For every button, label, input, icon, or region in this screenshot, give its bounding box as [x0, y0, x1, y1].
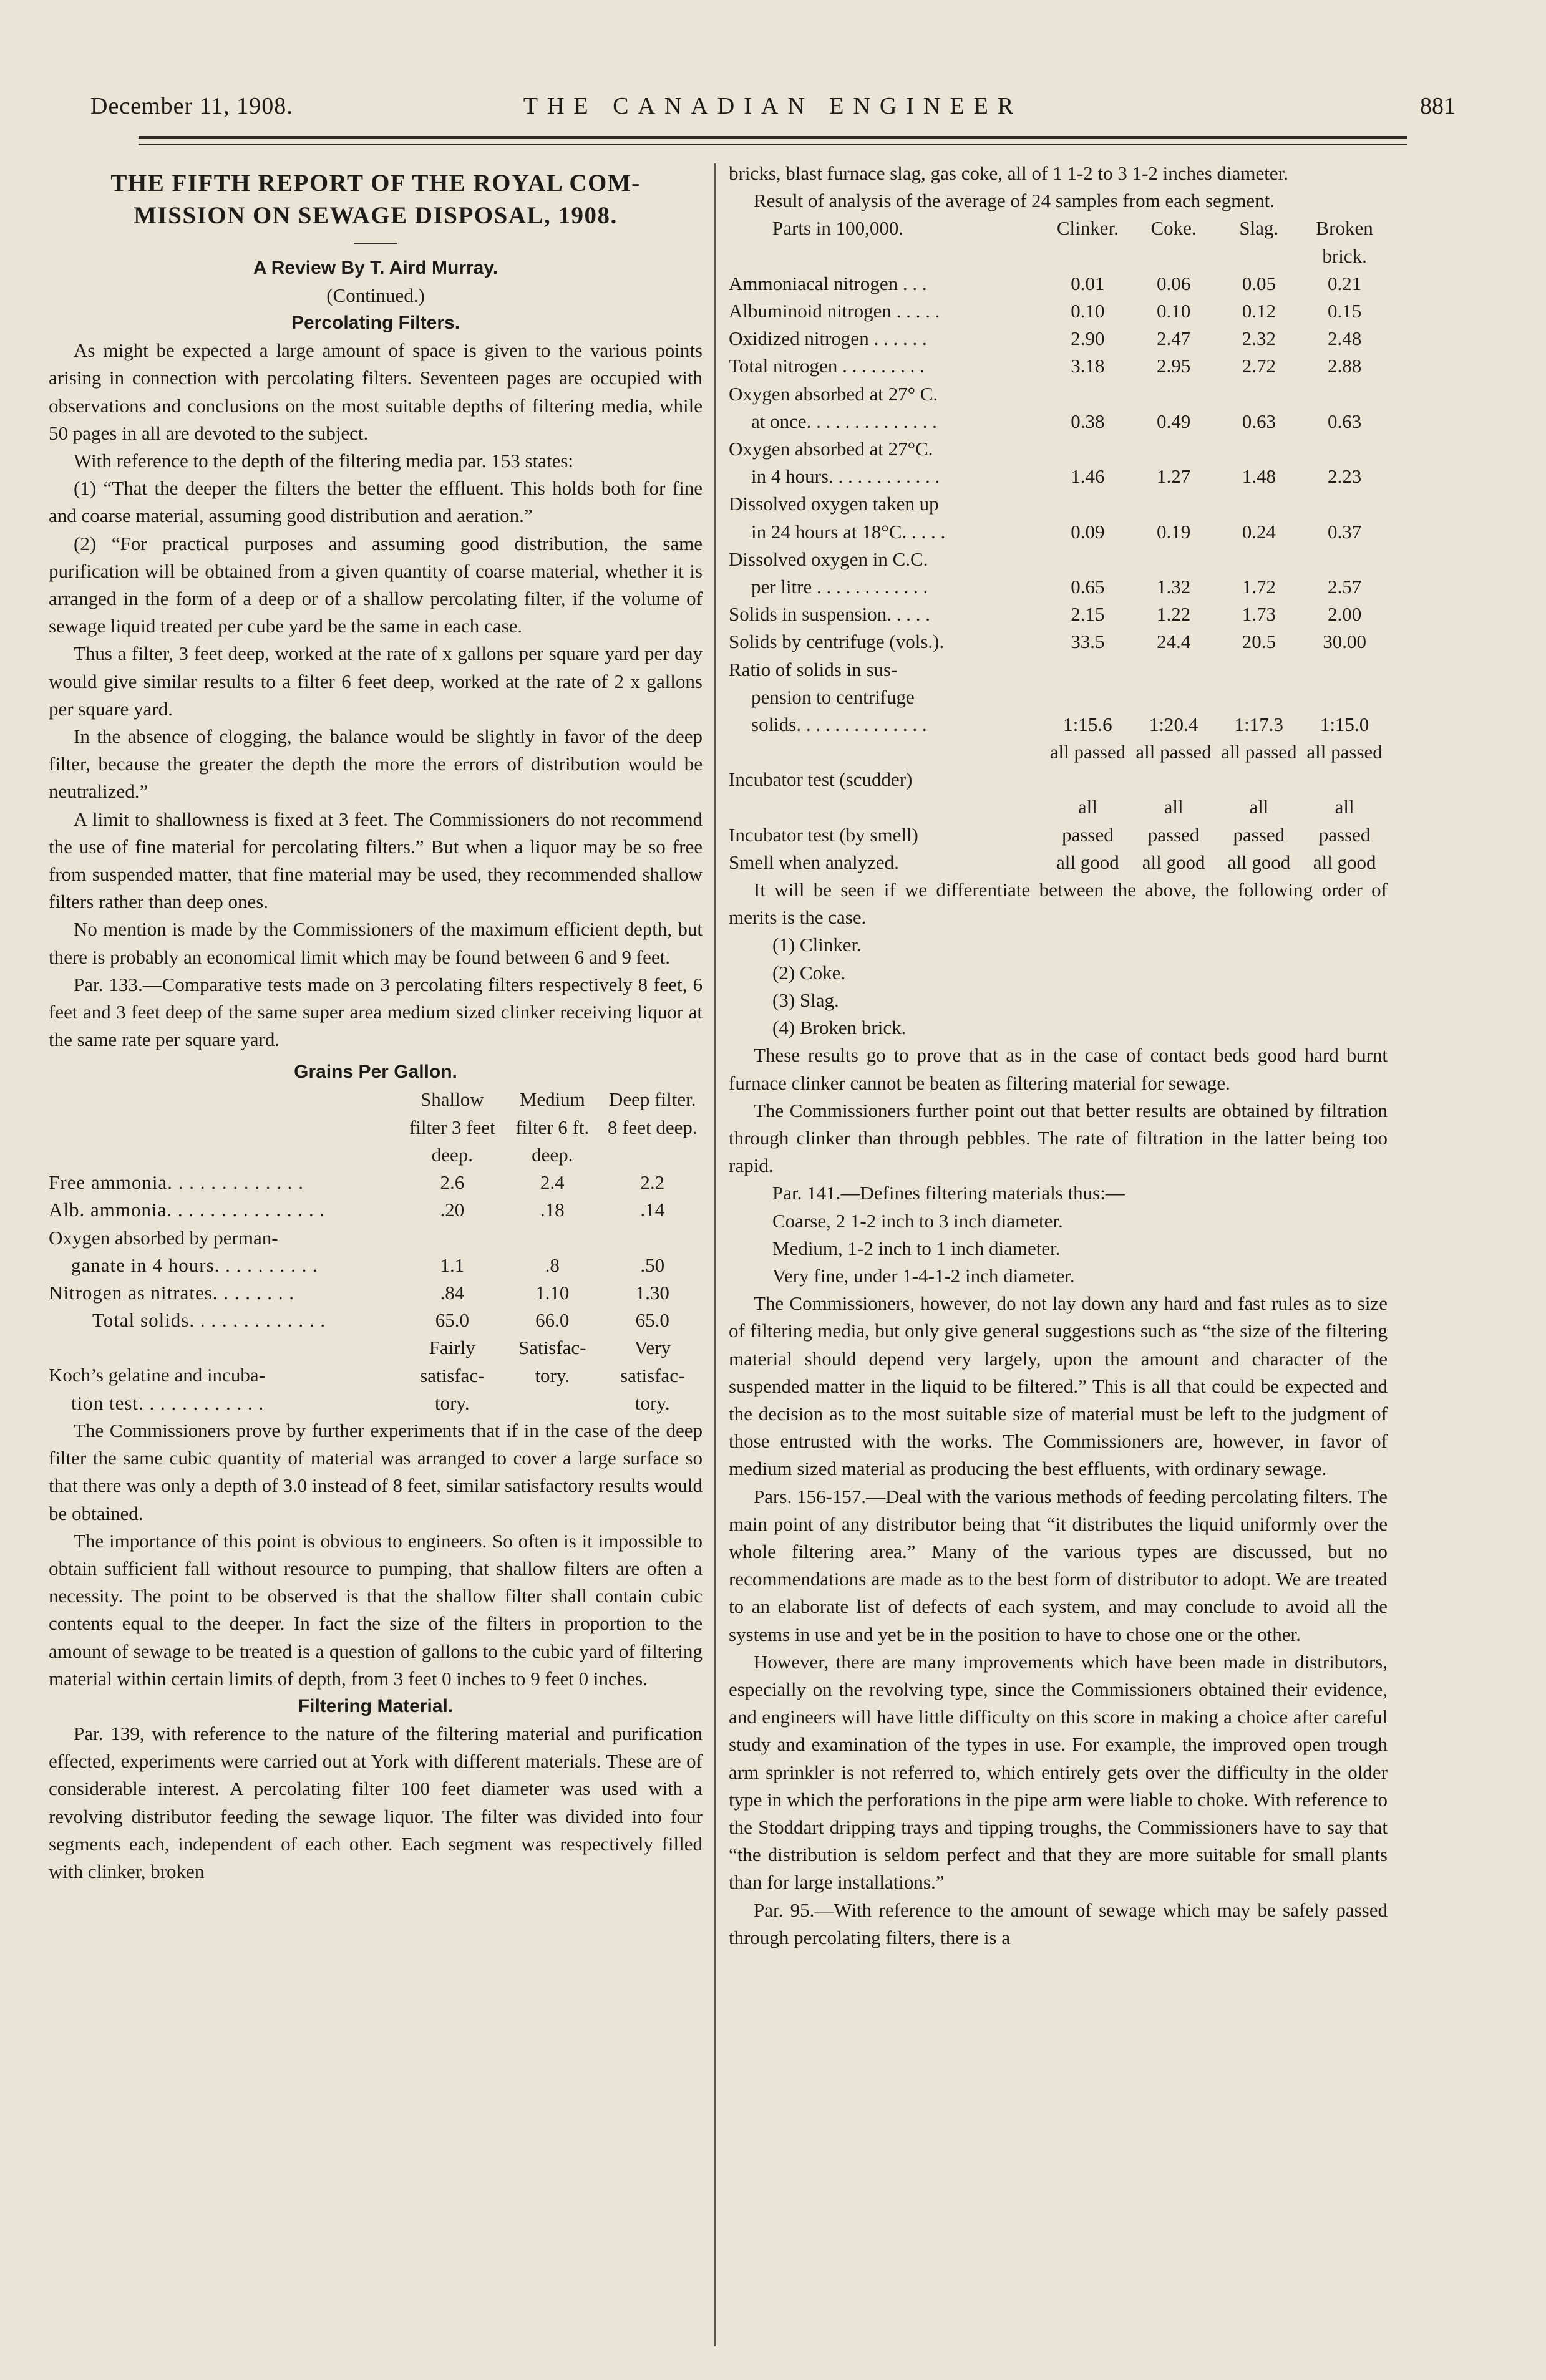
paragraph: These results go to prove that as in the case of contact beds good hard burnt furnace clinker cannot be beaten as filtering material for sewage. [729, 1044, 1388, 1094]
table-cell: all good [1056, 851, 1119, 873]
paragraph: The Commissioners prove by further experiments that if in the case of the deep filter the same cubic quantity of material was arranged to cover a large surface so that there was only a depth of 3.0 instead of 8 feet, similar satisfactory results would be obtained. [49, 1419, 703, 1524]
table-row [729, 849, 1388, 876]
table-cell: 2.32 [1242, 327, 1276, 350]
row-label: solids. . . . . . . . . . . . . . [751, 714, 927, 736]
table-cell: 0.65 [1071, 576, 1105, 598]
table-cell: 20.5 [1242, 631, 1276, 653]
row-label: Free ammonia. . . . . . . . . . . . . [49, 1171, 304, 1194]
running-head [90, 92, 1456, 130]
table-row [729, 408, 1388, 435]
table-cell: all good [1227, 851, 1291, 873]
table-row [729, 628, 1388, 655]
paragraph: Thus a filter, 3 feet deep, worked at the rate of x gallons per square yard per day would give similar results to a filter 6 feet deep, worked at the rate of 2 x gallons per square yard. [49, 642, 703, 720]
table-cell: 0.21 [1327, 272, 1362, 294]
column-header: Slag. [1239, 217, 1279, 239]
table-cell: all [1077, 796, 1097, 818]
paragraph: (2) “For practical purposes and assuming good distribution, the same purification will be obtained from a given quantity of coarse material, whether it is arranged in the form of a deep or of a shallow percolating filter, if the volume of sewage liquid treated per cube yard be the same in each case. [49, 532, 703, 637]
table-cell: 1.46 [1071, 465, 1105, 488]
table-cell: 2.72 [1242, 355, 1276, 377]
section-heading: Grains Per Gallon. [294, 1062, 457, 1083]
table-cell: 1.48 [1242, 465, 1276, 488]
column-header: Coke. [1150, 217, 1197, 239]
paragraph: (1) “That the deeper the filters the better the effluent. This holds both for fine and coarse material, assuming good distribution and aeration.” [49, 477, 703, 527]
table-cell: all passed [1135, 741, 1212, 763]
analysis-table [729, 215, 1388, 876]
paragraph: As might be expected a large amount of space is given to the various points arising in connection with percolating filters. Seventeen pages are occupied with observations and conclusions on the most suitable depths of filtering media, while 50 pages in all are devoted to the subject. [49, 339, 703, 444]
table-row [49, 1252, 703, 1279]
list-item: (1) Clinker. [772, 934, 862, 956]
table-cell: passed [1318, 823, 1371, 846]
paragraph: A limit to shallowness is fixed at 3 feet. The Commissioners do not recommend the use of fine material for percolating filters.” But when a liquor may be so free from suspended matter, that fine material may be used, they recommended shallow filters rather than deep ones. [49, 808, 703, 913]
table-row [729, 821, 1388, 849]
table-cell: 2.00 [1327, 603, 1362, 626]
table-cell: 2.95 [1156, 355, 1191, 377]
table-row [729, 435, 1388, 463]
continued-note: (Continued.) [326, 284, 425, 306]
paragraph: The Commissioners, however, do not lay down any hard and fast rules as to size of filtering media, but only give general suggestions such as “the size of the filtering material should depend very largely, upon the amount and character of the suspended matter in the liquid to be filtered.” This is all that could be expected and the decision as to the most suitable size of material must be left to the judgment of those entrusted with the works. The Commissioners are, however, in favor of medium sized material as producing the best effluents, with ordinary sewage. [729, 1292, 1388, 1480]
column-divider [714, 163, 716, 2346]
paragraph: However, there are many improvements which have been made in distributors, especially on the revolving type, since the Commissioners obtained their evidence, and engineers will have little difficulty on this score in making a choice after careful study and examination of the types in use. For example, the improved open trough arm sprinkler is not referred to, which entirely gets over the difficulty in the older type in which the perforations in the pipe arm were liable to choke. With reference to the Stoddart dripping trays and tipping troughs, the Commissioners have to say that “the distribution is seldom perfect and that they are more suitable for small plants than for large installations.” [729, 1650, 1388, 1894]
row-label: Solids by centrifuge (vols.). [729, 631, 945, 653]
table-cell: 1:20.4 [1149, 714, 1198, 736]
table-cell: 2.4 [540, 1171, 565, 1194]
table-cell: all passed [1221, 741, 1297, 763]
table-row [729, 298, 1388, 325]
list-item: Medium, 1-2 inch to 1 inch diameter. [772, 1237, 1061, 1259]
table-cell: all [1249, 796, 1269, 818]
table-row [729, 793, 1388, 821]
table-cell: passed [1147, 823, 1200, 846]
table-cell: 1.73 [1242, 603, 1276, 626]
table-cell: 0.49 [1156, 410, 1191, 432]
table-row [729, 684, 1388, 711]
journal-title: THE CANADIAN ENGINEER [523, 93, 1023, 119]
table-cell: 0.63 [1327, 410, 1362, 432]
list-item: (4) Broken brick. [772, 1017, 907, 1039]
table-row [729, 711, 1388, 738]
table-row [729, 546, 1388, 573]
table-row [729, 380, 1388, 408]
table-row [729, 601, 1388, 628]
paragraph: With reference to the depth of the filtering media par. 153 states: [74, 450, 574, 472]
right-column [729, 160, 1388, 1952]
title-rule [354, 243, 397, 244]
table-cell: 0.10 [1156, 300, 1191, 322]
column-header: Parts in 100,000. [772, 217, 904, 239]
table-row [49, 1334, 703, 1417]
table-cell: 0.01 [1071, 272, 1105, 294]
table-cell: 0.19 [1156, 520, 1191, 543]
paragraph: Par. 139, with reference to the nature of the filtering material and purification effected, experiments were carried out at York with different materials. These are of considerable interest. A percolating filter 100 feet diameter was used with a revolving distributor feeding the sewage liquor. The filter was divided into four segments each, independent of each other. Each segment was respectively filled with clinker, broken [49, 1722, 703, 1882]
table-cell: 3.18 [1071, 355, 1105, 377]
table-row [729, 573, 1388, 601]
table-cell: 2.47 [1156, 327, 1191, 350]
row-label [49, 1334, 402, 1417]
table-cell: 0.05 [1242, 272, 1276, 294]
header-rule-thin [139, 144, 1407, 145]
table-cell: 1.22 [1156, 603, 1191, 626]
table-cell: 0.37 [1327, 520, 1362, 543]
table-row [49, 1169, 703, 1196]
paragraph: It will be seen if we differentiate between the above, the following order of merits is the case. [729, 879, 1388, 929]
table-cell: 2.6 [440, 1171, 465, 1194]
section-heading: Filtering Material. [298, 1695, 454, 1716]
grains-table [49, 1086, 703, 1416]
row-label: in 4 hours. . . . . . . . . . . . [751, 465, 940, 488]
table-cell: 2.48 [1327, 327, 1362, 350]
table-cell: all good [1313, 851, 1376, 873]
row-label: Total nitrogen . . . . . . . . . [729, 355, 925, 377]
table-cell: 1.32 [1156, 576, 1191, 598]
row-label: ganate in 4 hours. . . . . . . . . . [71, 1254, 318, 1276]
row-label: Albuminoid nitrogen . . . . . [729, 300, 940, 322]
table-cell: 0.38 [1071, 410, 1105, 432]
paragraph: The importance of this point is obvious to engineers. So often is it impossible to obtain sufficient fall without resource to pumping, that shallow filters are often a necessity. The point to be observed is that the shallow filter shall contain cubic contents equal to the deeper. In fact the size of the filters in proportion to the amount of sewage to be treated is a question of gallons to the cubic yard of filtering material within certain limits of depth, from 3 feet 0 inches to 9 feet 0 inches. [49, 1529, 703, 1690]
table-cell: 0.12 [1242, 300, 1276, 322]
table-cell: 0.24 [1242, 520, 1276, 543]
row-label: Oxygen absorbed at 27° C. [729, 382, 938, 405]
article-title [49, 167, 703, 232]
table-cell: 65.0 [635, 1309, 669, 1332]
row-label: Oxygen absorbed by perman- [49, 1226, 278, 1249]
page-number: 881 [1420, 93, 1456, 119]
header-rule [139, 136, 1407, 139]
table-row [49, 1196, 703, 1224]
column-header: Clinker. [1056, 217, 1119, 239]
table-cell: 1.30 [635, 1281, 669, 1304]
article-title-line: MISSION ON SEWAGE DISPOSAL, 1908. [134, 202, 618, 229]
issue-date: December 11, 1908. [90, 93, 293, 119]
table-cell: passed [1062, 823, 1114, 846]
paragraph: Par. 141.—Defines filtering materials thus:— [772, 1182, 1125, 1204]
paragraph: Result of analysis of the average of 24 samples from each segment. [754, 190, 1275, 212]
table-row [729, 738, 1388, 793]
row-label [729, 738, 1044, 793]
row-label: Oxygen absorbed at 27°C. [729, 438, 933, 460]
table-cell: Fairly satisfac- tory. [420, 1337, 485, 1414]
paragraph: Pars. 156-157.—Deal with the various methods of feeding percolating filters. The main point of any distributor being that “it distributes the liquid uniformly over the whole filtering area.” Many of the various types are discussed, but no recommendations are made as to the best form of distributor to adopt. We are treated to an elaborate list of defects of each system, and may conclude to avoid all the systems in use and yet be in the position to have to chose one or the other. [729, 1485, 1388, 1645]
byline: A Review By T. Aird Murray. [253, 258, 498, 278]
row-label: Total solids. . . . . . . . . . . . . [92, 1309, 326, 1332]
table-cell: .84 [440, 1281, 465, 1304]
table-cell: 0.10 [1071, 300, 1105, 322]
table-cell: 0.06 [1156, 272, 1191, 294]
list-item: (2) Coke. [772, 961, 846, 984]
row-label: Oxidized nitrogen . . . . . . [729, 327, 927, 350]
table-cell: 2.23 [1327, 465, 1362, 488]
row-label-line: tion test. . . . . . . . . . . . [71, 1391, 265, 1414]
paragraph: In the absence of clogging, the balance would be slightly in favor of the deep filter, because the greater the depth the more the errors of distribution would be neutralized.” [49, 725, 703, 803]
row-label-line: Incubator test (scudder) [729, 768, 913, 791]
row-label: Dissolved oxygen in C.C. [729, 548, 928, 570]
table-cell: passed [1233, 823, 1285, 846]
list-item: Coarse, 2 1-2 inch to 3 inch diameter. [772, 1209, 1063, 1232]
table-cell: 66.0 [535, 1309, 570, 1332]
table-cell: all [1335, 796, 1354, 818]
paragraph: No mention is made by the Commissioners of the maximum efficient depth, but there is probably an economical limit which may be found between 6 and 9 feet. [49, 918, 703, 968]
table-cell: Satisfac- tory. [518, 1337, 586, 1386]
table-row [729, 463, 1388, 490]
table-cell: 33.5 [1071, 631, 1105, 653]
table-cell: .20 [440, 1199, 465, 1221]
table-row [729, 518, 1388, 546]
list-item: Very fine, under 1-4-1-2 inch diameter. [772, 1264, 1075, 1287]
paragraph: Par. 95.—With reference to the amount of sewage which may be safely passed through percolating filters, there is a [729, 1899, 1388, 1948]
row-label: Ratio of solids in sus- [729, 658, 898, 680]
row-label: Smell when analyzed. [729, 851, 899, 873]
table-row [729, 656, 1388, 684]
table-cell: Very satisfac- tory. [620, 1337, 685, 1414]
table-cell: 30.00 [1323, 631, 1366, 653]
paragraph: The Commissioners further point out that better results are obtained by filtration through clinker than through pebbles. The rate of filtration in the latter being too rapid. [729, 1099, 1388, 1177]
table-cell: .8 [545, 1254, 560, 1276]
table-cell: 1.27 [1156, 465, 1191, 488]
list-item: (3) Slag. [772, 989, 839, 1011]
table-cell: all passed [1306, 741, 1383, 763]
table-cell: 24.4 [1156, 631, 1191, 653]
row-label: Incubator test (by smell) [729, 823, 918, 846]
table-cell: 2.57 [1327, 576, 1362, 598]
table-cell: .18 [540, 1199, 565, 1221]
table-cell: 0.63 [1242, 410, 1276, 432]
row-label: Alb. ammonia. . . . . . . . . . . . . . . [49, 1199, 326, 1221]
table-row [49, 1279, 703, 1307]
table-cell: 0.15 [1327, 300, 1362, 322]
table-cell: 1:15.6 [1063, 714, 1112, 736]
row-label: at once. . . . . . . . . . . . . . [751, 410, 937, 432]
table-cell: 2.15 [1071, 603, 1105, 626]
row-label: in 24 hours at 18°C. . . . . [751, 520, 946, 543]
table-row [49, 1307, 703, 1334]
table-cell: 1.72 [1242, 576, 1276, 598]
table-cell: .50 [640, 1254, 665, 1276]
row-label: Nitrogen as nitrates. . . . . . . . [49, 1281, 295, 1304]
table-row [49, 1224, 703, 1252]
column-header: Shallow filter 3 feet deep. [409, 1088, 495, 1166]
section-heading: Percolating Filters. [291, 312, 460, 334]
paragraph: Par. 133.—Comparative tests made on 3 percolating filters respectively 8 feet, 6 feet and 3 feet deep of the same super area medium sized clinker receiving liquor at the same rate per square yard. [49, 973, 703, 1051]
left-column [49, 160, 703, 1885]
table-cell: .14 [640, 1199, 665, 1221]
table-row [729, 490, 1388, 518]
row-label: pension to centrifuge [751, 685, 915, 708]
column-header: Broken brick. [1316, 217, 1373, 267]
table-header-row [729, 215, 1388, 269]
table-cell: all [1164, 796, 1184, 818]
table-header-row [49, 1086, 703, 1169]
row-label-line: Koch’s gelatine and incuba- [49, 1364, 265, 1386]
table-cell: all good [1142, 851, 1205, 873]
column-header: Medium filter 6 ft. deep. [515, 1088, 590, 1166]
article-title-line: THE FIFTH REPORT OF THE ROYAL COM- [110, 170, 641, 196]
table-cell: 1.1 [440, 1254, 465, 1276]
table-cell: 2.2 [640, 1171, 665, 1194]
row-label: Ammoniacal nitrogen . . . [729, 272, 927, 294]
row-label: Dissolved oxygen taken up [729, 493, 939, 515]
table-row [729, 352, 1388, 380]
table-cell: 1:17.3 [1234, 714, 1284, 736]
table-cell: 0.09 [1071, 520, 1105, 543]
table-cell: 2.88 [1327, 355, 1362, 377]
table-row [729, 325, 1388, 352]
table-cell: 65.0 [435, 1309, 469, 1332]
table-cell: 2.90 [1071, 327, 1105, 350]
table-cell: all passed [1049, 741, 1126, 763]
row-label: per litre . . . . . . . . . . . . [751, 576, 928, 598]
table-cell: 1:15.0 [1320, 714, 1369, 736]
table-row [729, 270, 1388, 298]
row-label: Solids in suspension. . . . . [729, 603, 930, 626]
column-header: Deep filter. 8 feet deep. [607, 1088, 698, 1138]
table-cell: 1.10 [535, 1281, 570, 1304]
paragraph: bricks, blast furnace slag, gas coke, all of 1 1-2 to 3 1-2 inches diameter. [729, 162, 1289, 184]
